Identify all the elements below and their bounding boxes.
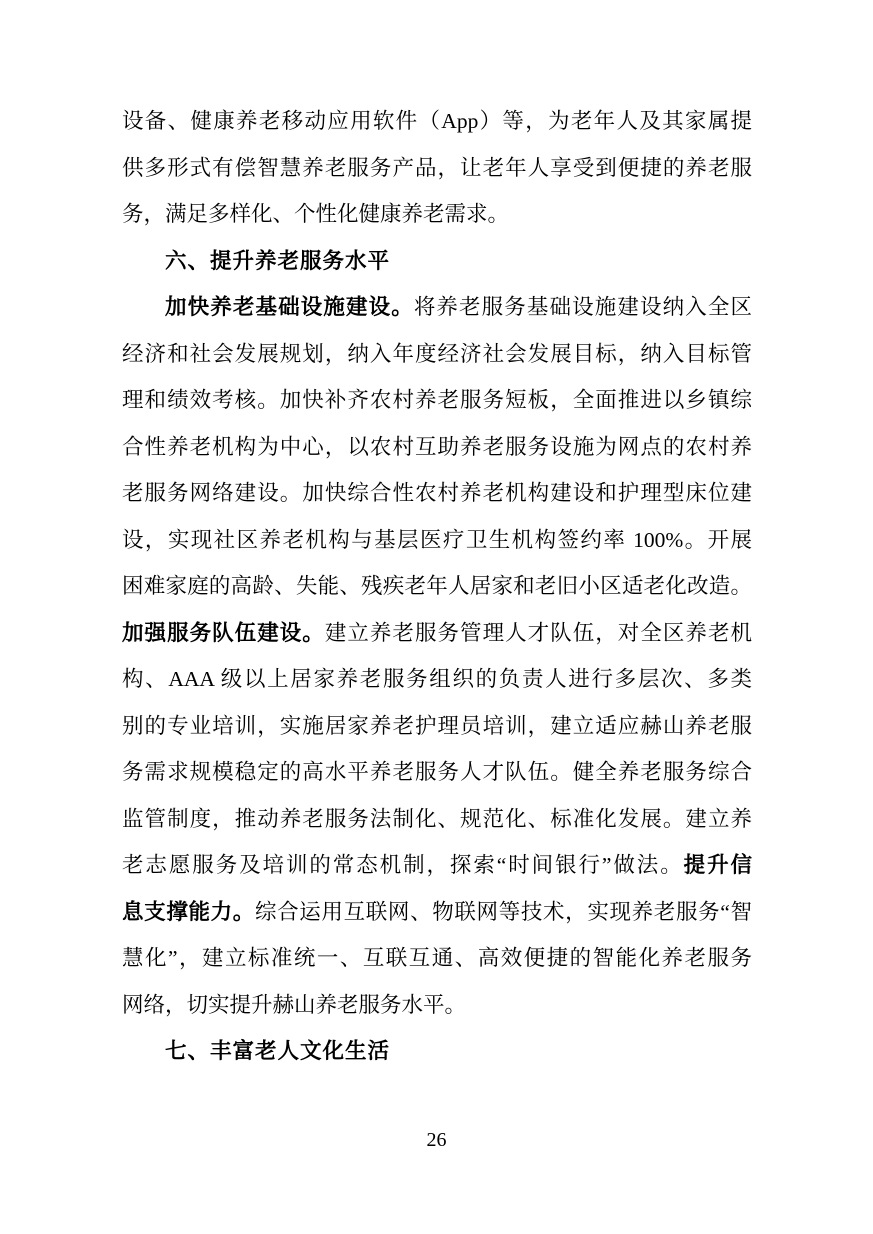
text-segment: 务需求规模稳定的高水平养老服务人才队伍。健全养老服务综合 (122, 760, 752, 784)
section-heading (122, 238, 752, 285)
text-segment: 困难家庭的高龄、失能、残疾老年人居家和老旧小区适老化改造。 (122, 574, 752, 598)
text-line (122, 331, 752, 378)
text-segment: 设备、健康养老移动应用软件（App）等，为老年人及其家属提 (122, 109, 752, 133)
text-line (122, 656, 752, 703)
text-line (122, 377, 752, 424)
text-line (122, 563, 752, 610)
text-line (122, 424, 752, 471)
text-segment: 老志愿服务及培训的常态机制，探索“时间银行”做法。 (122, 853, 684, 877)
document-body (122, 98, 752, 1075)
bold-text-segment: 加快养老基础设施建设。 (165, 295, 414, 319)
bold-text-segment: 提升信 (683, 853, 752, 877)
bold-text-segment: 息支撑能力。 (122, 899, 255, 924)
text-line (122, 842, 752, 889)
bold-text-segment: 六、提升养老服务水平 (165, 248, 391, 273)
text-line (122, 610, 752, 657)
text-segment: 理和绩效考核。加快补齐农村养老服务短板，全面推进以乡镇综 (122, 388, 752, 412)
text-segment: 慧化”，建立标准统一、互联互通、高效便捷的智能化养老服务 (122, 946, 752, 970)
bold-text-segment: 七、丰富老人文化生活 (165, 1039, 391, 1063)
section-heading (122, 1028, 752, 1075)
text-segment: 供多形式有偿智慧养老服务产品，让老年人享受到便捷的养老服 (122, 155, 752, 180)
text-segment: 将养老服务基础设施建设纳入全区 (413, 295, 752, 319)
text-line (122, 889, 752, 936)
text-line (122, 98, 752, 145)
bold-text-segment: 加强服务队伍建设。 (122, 620, 325, 645)
text-segment: 构、AAA 级以上居家养老服务组织的负责人进行多层次、多类 (122, 667, 752, 691)
text-line (122, 517, 752, 564)
text-line (122, 982, 752, 1029)
text-segment: 别的专业培训，实施居家养老护理员培训，建立适应赫山养老服 (122, 713, 752, 738)
text-segment: 综合运用互联网、物联网等技术，实现养老服务“智 (254, 899, 752, 924)
text-segment: 建立养老服务管理人才队伍，对全区养老机 (324, 620, 752, 645)
text-line (122, 935, 752, 982)
text-segment: 经济和社会发展规划，纳入年度经济社会发展目标，纳入目标管 (122, 341, 752, 366)
text-line (122, 145, 752, 192)
text-segment: 务，满足多样化、个性化健康养老需求。 (122, 202, 510, 226)
text-line (122, 749, 752, 796)
page-number: 26 (426, 1129, 447, 1151)
text-segment: 设，实现社区养老机构与基层医疗卫生机构签约率 100%。开展 (122, 527, 752, 552)
text-segment: 监管制度，推动养老服务法制化、规范化、标准化发展。建立养 (122, 806, 752, 831)
text-line (122, 470, 752, 517)
text-line (122, 796, 752, 843)
text-segment: 合性养老机构为中心，以农村互助养老服务设施为网点的农村养 (122, 434, 752, 459)
text-line (122, 191, 752, 238)
text-segment: 老服务网络建设。加快综合性农村养老机构建设和护理型床位建 (122, 481, 752, 505)
text-segment: 网络，切实提升赫山养老服务水平。 (122, 992, 467, 1017)
text-line (122, 284, 752, 331)
text-line (122, 703, 752, 750)
